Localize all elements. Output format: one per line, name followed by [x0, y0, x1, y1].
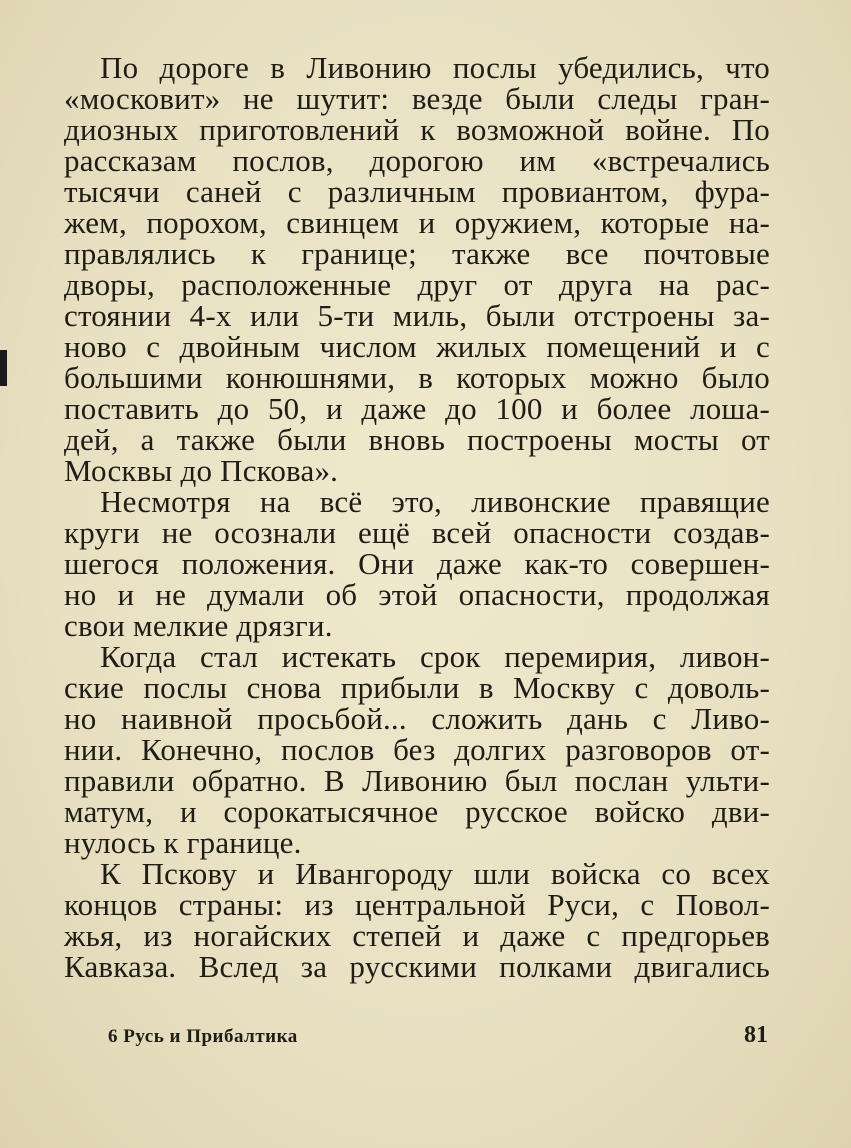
page-text [64, 52, 770, 982]
page-edge-mark [0, 350, 7, 386]
text-line: круги не осознали ещё всей опасности создав- [64, 515, 770, 550]
paragraph-4 [64, 858, 770, 982]
text-line: жья, из ногайских степей и даже с предгорьев [64, 918, 770, 953]
text-line: жем, порохом, свинцем и оружием, которые на- [64, 205, 770, 240]
text-line: ские послы снова прибыли в Москву с доволь- [64, 670, 770, 705]
text-line: нии. Конечно, послов без долгих разговоров от- [64, 732, 770, 767]
text-line: большими конюшнями, в которых можно было [64, 360, 770, 395]
text-line: шегося положения. Они даже как-то совершен- [64, 546, 770, 581]
text-line: диозных приготовлений к возможной войне. По [64, 112, 770, 147]
paragraph-1 [64, 52, 770, 486]
page-footer [108, 1022, 768, 1056]
text-line: концов страны: из центральной Руси, с Повол- [64, 887, 770, 922]
printer-signature: 6 Русь и Прибалтика [108, 1026, 298, 1047]
text-line: стоянии 4-х или 5-ти миль, были отстроены за- [64, 298, 770, 333]
page-number: 81 [744, 1022, 768, 1048]
text-line: Несмотря на всё это, ливонские правящие [100, 484, 770, 519]
text-line: правили обратно. В Ливонию был послан ульти- [64, 763, 770, 798]
text-line: правлялись к границе; также все почтовые [64, 236, 770, 271]
text-line: свои мелкие дрязги. [64, 608, 333, 643]
text-line: рассказам послов, дорогою им «встречались [64, 143, 770, 178]
text-line: тысячи саней с различным провиантом, фура- [64, 174, 770, 209]
paragraph-3 [64, 641, 770, 858]
text-line: дворы, расположенные друг от друга на рас- [64, 267, 770, 302]
text-line: поставить до 50, и даже до 100 и более лоша- [64, 391, 770, 426]
text-line: По дороге в Ливонию послы убедились, что [100, 50, 770, 85]
text-line: «московит» не шутит: везде были следы гран- [64, 81, 770, 116]
text-line: Кавказа. Вслед за русскими полками двигались [64, 949, 770, 984]
text-line: но и не думали об этой опасности, продолжая [64, 577, 770, 612]
text-line: ново с двойным числом жилых помещений и с [64, 329, 770, 364]
text-line: Когда стал истекать срок перемирия, ливон- [100, 639, 770, 674]
text-line: нулось к границе. [64, 825, 302, 860]
text-line: но наивной просьбой... сложить дань с Ливо- [64, 701, 770, 736]
text-line: матум, и сорокатысячное русское войско дви- [64, 794, 770, 829]
text-line: Москвы до Пскова». [64, 453, 339, 488]
paragraph-2 [64, 486, 770, 641]
text-line: дей, а также были вновь построены мосты от [64, 422, 770, 457]
text-line: К Пскову и Ивангороду шли войска со всех [100, 856, 770, 891]
